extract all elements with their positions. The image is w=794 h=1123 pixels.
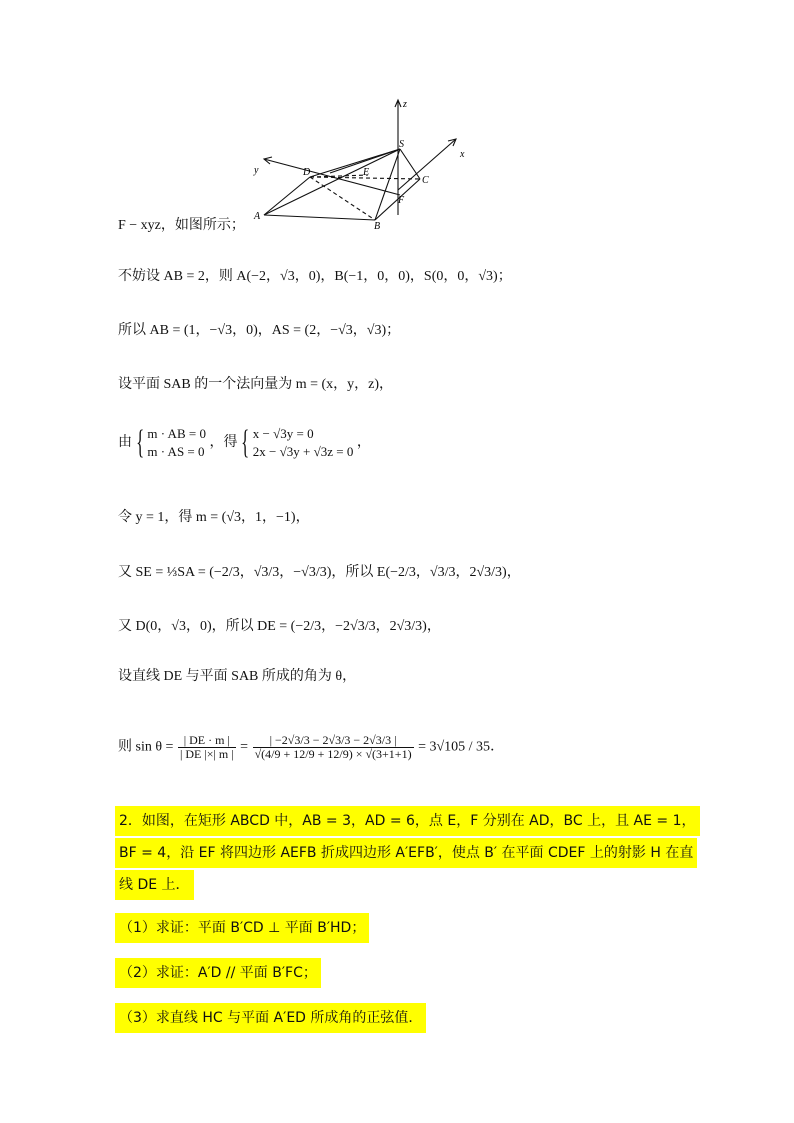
label-C: C bbox=[422, 175, 429, 186]
problem-line-3: 线 DE 上． bbox=[115, 870, 194, 900]
sin-prefix: 则 sin θ = bbox=[118, 739, 174, 755]
vectors-line: 所以 AB = (1，−√3，0)，AS = (2，−√3，√3)； bbox=[118, 323, 401, 338]
question-1: （1）求证：平面 B′CD ⊥ 平面 B′HD； bbox=[115, 913, 369, 943]
system-res1: x − √3y = 0 bbox=[252, 426, 314, 441]
sin-result: 3√105 / 35 bbox=[429, 739, 491, 755]
problem-line-2: BF = 4，沿 EF 将四边形 AEFB 折成四边形 A′EFB′，使点 B′ 在平面 CDEF 上的射影 H 在直 bbox=[115, 838, 697, 868]
let-y-line: 令 y = 1，得 m = (√3，1，−1)， bbox=[118, 510, 310, 525]
problem-line-1: 2．如图，在矩形 ABCD 中，AB = 3，AD = 6，点 E，F 分别在 AD，BC 上，且 AE = 1， bbox=[115, 806, 700, 836]
equation-system: 由 { m · AB = 0 m · AS = 0 ，得 { x − √3y = 0 2x − √3y + √3z = 0 ， bbox=[118, 424, 371, 461]
angle-line: 设直线 DE 与平面 SAB 所成的角为 θ， bbox=[118, 669, 357, 684]
coord-system-line: F − xyz，如图所示； bbox=[118, 218, 245, 233]
label-D: D bbox=[303, 167, 311, 178]
system-mid: ，得 bbox=[209, 435, 238, 451]
de-vector-line: 又 D(0，√3，0)，所以 DE = (−2/3，−2√3/3，2√3/3)， bbox=[118, 619, 441, 634]
system-eq1: m · AB = 0 bbox=[147, 426, 206, 441]
sin-fraction-1: $\frac{| DE \cdot m |}{| DE |\times| m |}$ bbox=[179, 733, 234, 761]
question-2: （2）求证：A′D // 平面 B′FC； bbox=[115, 958, 321, 988]
label-E: E bbox=[363, 167, 370, 178]
system-eq2: m · AS = 0 bbox=[147, 444, 205, 459]
geometry-figure bbox=[250, 95, 490, 235]
label-F: F bbox=[398, 195, 405, 206]
sin-fraction-2: $\frac{| -2√3/3 - 2√3/3 - 2√3/3 |}{√(4/9 + 12/9 + 12/9) \times √(3+1+1)}$ bbox=[254, 733, 412, 761]
label-B: B bbox=[374, 221, 381, 232]
label-y: y bbox=[254, 165, 259, 176]
label-x: x bbox=[460, 149, 465, 160]
se-vector-line: 又 SE = ⅓SA = (−2/3，√3/3，−√3/3)，所以 E(−2/3，√3/3，2√3/3)， bbox=[118, 565, 521, 580]
sin-formula-line: 则 sin θ = $\frac{| DE \cdot m |}{| DE |\times| m |}$ = $\frac{| -2√3/3 - 2√3/3 - 2√3/3 |}{√(4/9 + 12/9 + 12/9) \times √(3+1+1)}$ = 3√105 / 35． bbox=[118, 733, 505, 761]
label-z: z bbox=[403, 99, 407, 110]
normal-vector-line: 设平面 SAB 的一个法向量为 m = (x，y，z)， bbox=[118, 377, 394, 392]
system-end: ， bbox=[356, 435, 371, 451]
label-S: S bbox=[399, 139, 404, 150]
system-prefix: 由 bbox=[118, 435, 132, 451]
assume-line: 不妨设 AB = 2，则 A(−2，√3，0)，B(−1，0，0)，S(0，0，√3)； bbox=[118, 269, 512, 284]
system-res2: 2x − √3y + √3z = 0 bbox=[252, 444, 354, 459]
label-A: A bbox=[254, 211, 261, 222]
question-3: （3）求直线 HC 与平面 A′ED 所成角的正弦值． bbox=[115, 1003, 426, 1033]
